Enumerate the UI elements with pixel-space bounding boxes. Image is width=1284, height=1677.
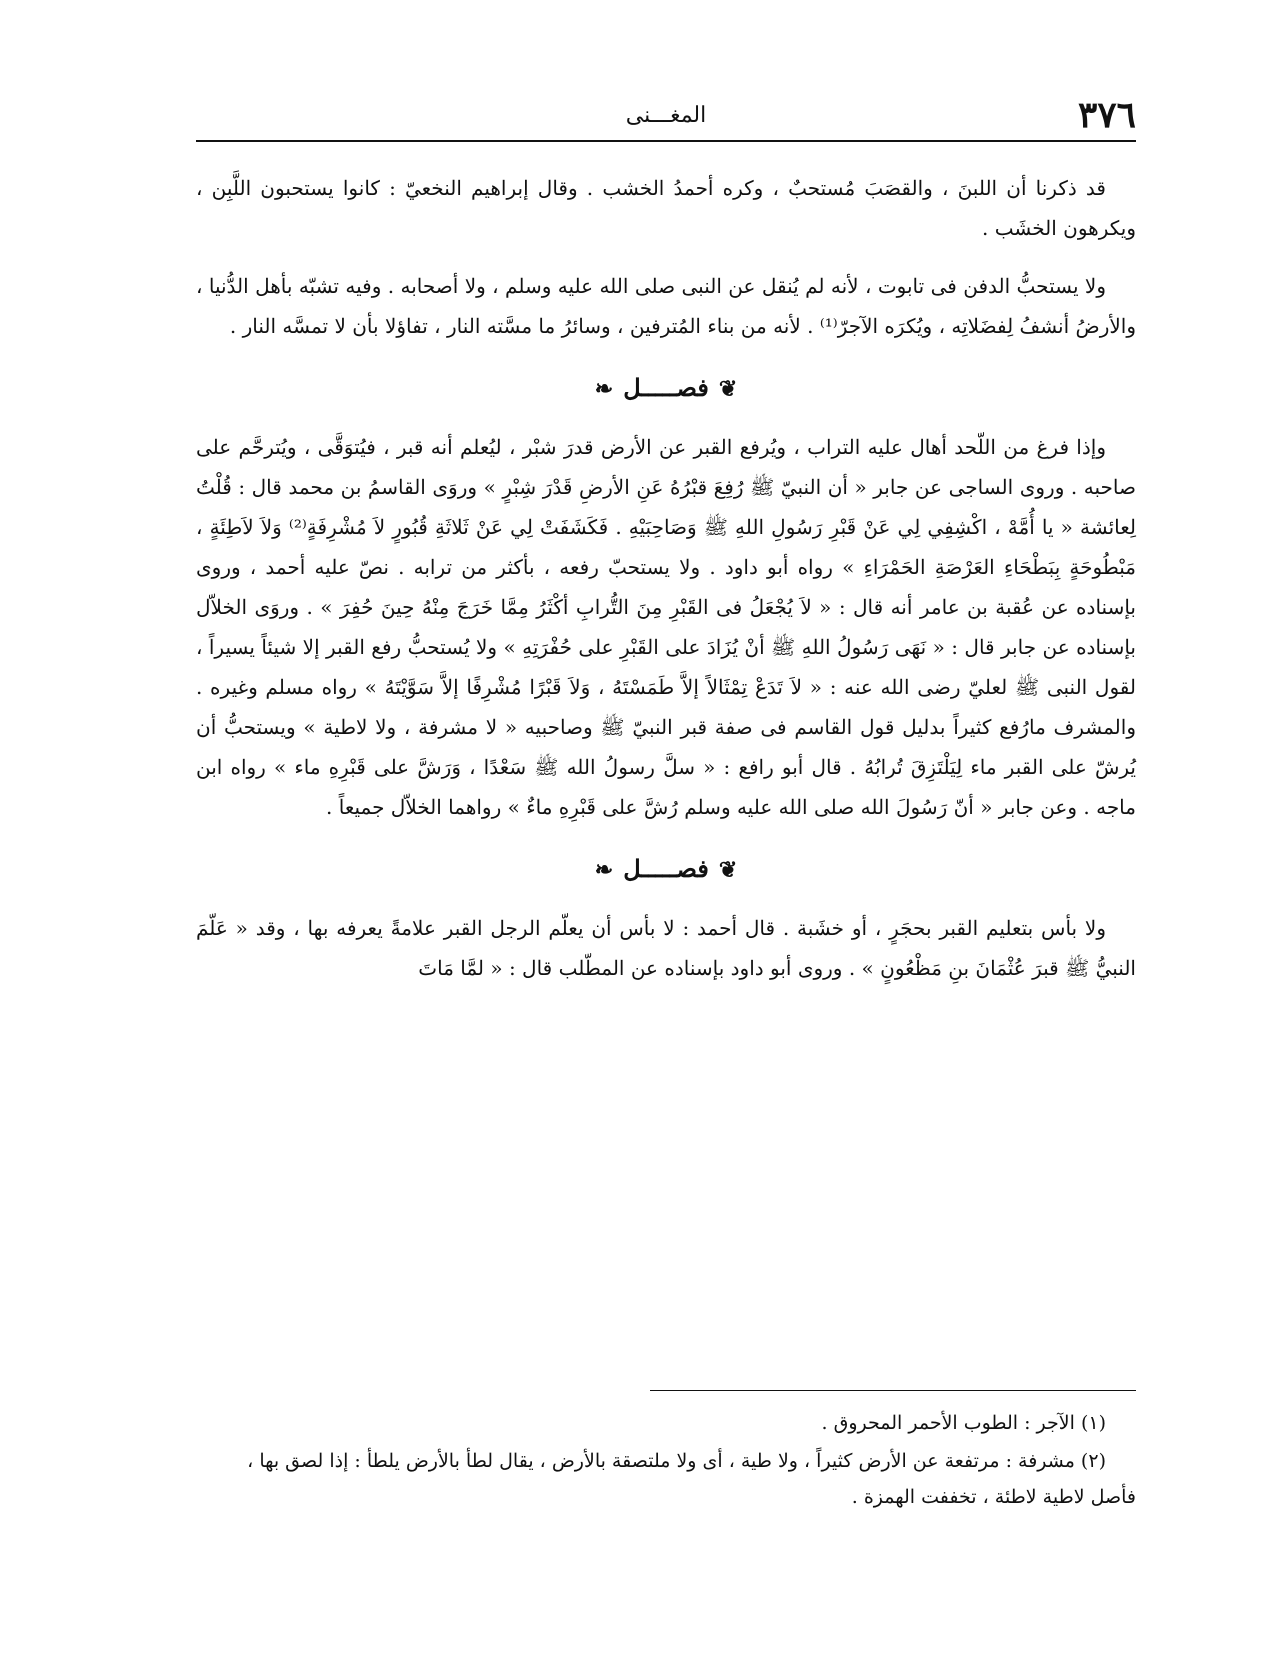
- ornament-icon: ❧: [594, 376, 614, 402]
- paragraph-1: قد ذكرنا أن اللبنَ ، والقصَبَ مُستحبٌ ، وكره أحمدُ الخشب . وقال إبراهيم النخعيّ : كانوا يستحبون اللَّبِن ، ويكرهون الخشَب .: [196, 176, 1136, 240]
- ornament-icon: ❦: [718, 376, 738, 402]
- running-title: المغـــنى: [625, 103, 707, 128]
- section-2-paragraph: ولا بأس بتعليم القبر بحجَرٍ ، أو خشَبة . قال أحمد : لا بأس أن يعلّم الرجل القبر علامةً يعرفه بها ، وقد « عَلّمَ النبيُّ ﷺ قبرَ عُثْمَانَ بنِ مَظْعُونٍ » . وروى أبو داود بإسناده عن المطّلب قال : « لمَّا مَاتَ: [196, 916, 1136, 980]
- section-heading-1-label: فصـــــل: [623, 373, 709, 402]
- ornament-icon: ❧: [594, 857, 614, 883]
- header-rule: [196, 140, 1136, 142]
- ornament-icon: ❦: [718, 857, 738, 883]
- main-text: [196, 168, 1136, 1006]
- section-heading-2: [196, 845, 1136, 894]
- footnote-rule: [650, 1390, 1136, 1391]
- paragraph-2: ولا يستحبُّ الدفن فى تابوت ، لأنه لم يُنقل عن النبى صلى الله عليه وسلم ، ولا أصحابه . وفيه تشبّه بأهل الدُّنيا ، والأرضُ أنشفُ لِفضَلاتِه ، ويُكرَه الآجرّ⁽¹⁾ . لأنه من بناء المُترفين ، وسائرُ ما مسَّته النار ، تفاؤلا بأن لا تمسَّه النار .: [196, 274, 1136, 338]
- footnote-2: (٢) مشرفة : مرتفعة عن الأرض كثيراً ، ولا طية ، أى ولا ملتصقة بالأرض ، يقال لطأ بالأرض يلطأ : إذا لصق بها ، فأصل لاطية لاطئة ، تخففت الهمزة .: [247, 1450, 1136, 1508]
- section-heading-1: [196, 364, 1136, 413]
- section-1-paragraph: وإذا فرغ من اللّحد أهال عليه التراب ، ويُرفع القبر عن الأرض قدرَ شبْر ، ليُعلم أنه قبر ، فيُتوَقَّى ، ويُترحَّم على صاحبه . وروى الساجى عن جابر « أن النبيّ ﷺ رُفِعَ قبْرُهُ عَنِ الأرضِ قَدْرَ شِبْرٍ » وروَى القاسمُ بن محمد قال : قُلْتُ لِعائشة « يا أُمَّهْ ، اكْشِفِي لِي عَنْ قَبْرِ رَسُولِ اللهِ ﷺ وَصَاحِبَيْهِ . فَكَشَفَتْ لِي عَنْ ثَلاثَةِ قُبُورٍ لاَ مُشْرِفَةٍ⁽²⁾ وَلاَ لاَطِئَةٍ ، مَبْطُوحَةٍ بِبَطْحَاءِ العَرْصَةِ الحَمْرَاءِ » رواه أبو داود . ولا يستحبّ رفعه ، بأكثر من ترابه . نصّ عليه أحمد ، وروى بإسناده عن عُقبة بن عامر أنه قال : « لاَ يُجْعَلُ فى القَبْرِ مِنَ التُّرابِ أكْثَرُ مِمَّا خَرَجَ مِنْهُ حِينَ حُفِرَ » . وروَى الخلاّل بإسناده عن جابر قال : « نَهَى رَسُولُ اللهِ ﷺ أنْ يُزَادَ على القَبْرِ على حُفْرَتِهِ » ولا يُستحبُّ رفع القبر إلا شيئاً يسيراً ، لقول النبى ﷺ لعليّ رضى الله عنه : « لاَ تَدَعْ تِمْثَالاً إلاَّ طَمَسْتَهُ ، وَلاَ قَبْرًا مُشْرِفًا إلاَّ سَوَّيْتَهُ » رواه مسلم وغيره . والمشرف مارُفع كثيراً بدليل قول القاسم فى صفة قبر النبيّ ﷺ وصاحبيه « لا مشرفة ، ولا لاطية » ويستحبُّ أن يُرشّ على القبر ماء لِيَلْتَزِقَ تُرابُهُ . قال أبو رافع : « سلَّ رسولُ الله ﷺ سَعْدًا ، وَرَشَّ على قَبْرِهِ ماء » رواه ابن ماجه . وعن جابر « أنّ رَسُولَ الله صلى الله عليه وسلم رُشَّ على قَبْرِهِ ماءٌ » رواهما الخلاّل جميعاً .: [196, 435, 1136, 819]
- section-heading-2-label: فصـــــل: [623, 854, 709, 883]
- footnotes: [196, 1405, 1136, 1517]
- page-header: [196, 92, 1136, 138]
- footnote-1: (١) الآجر : الطوب الأحمر المحروق .: [821, 1412, 1106, 1434]
- page-number: ٣٧٦: [1077, 94, 1136, 136]
